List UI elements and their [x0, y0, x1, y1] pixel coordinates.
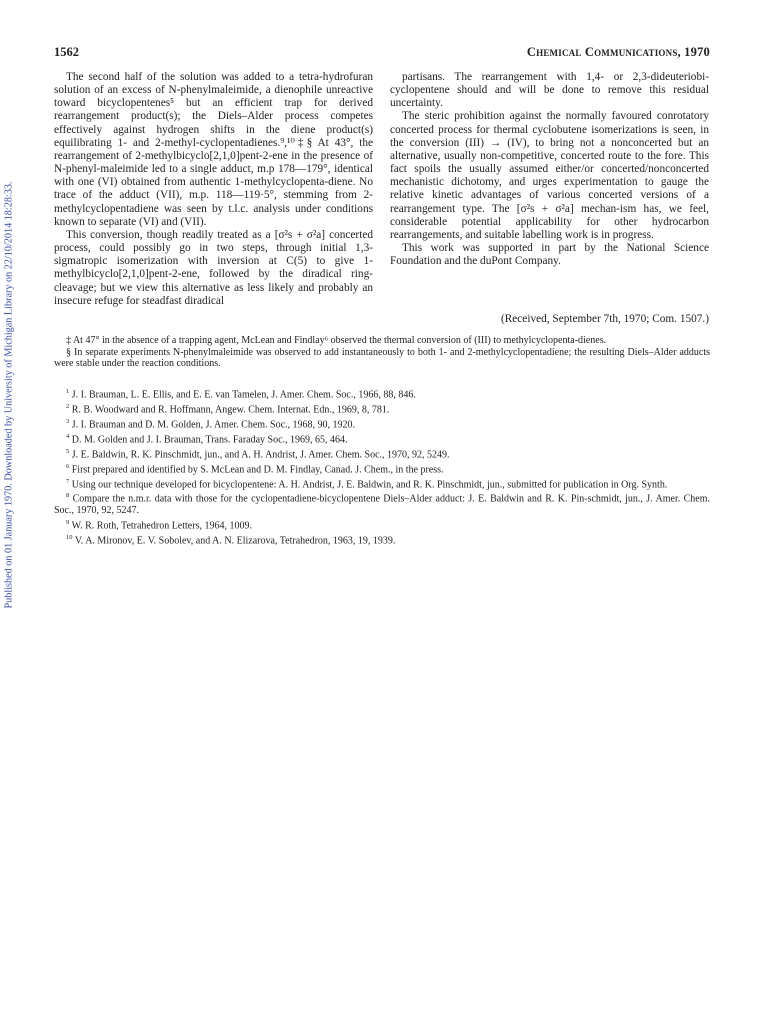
- acknowledgement: This work was supported in part by the National Science Foundation and the duPont Company.: [390, 242, 709, 268]
- reference-number: 1: [66, 388, 70, 395]
- reference: [54, 461, 710, 476]
- reference-list: [54, 386, 710, 547]
- reference: [54, 446, 710, 461]
- download-watermark-text: Published on 01 January 1970. Downloaded by University of Michigan Library on 22/10/2014 18:28:33.: [3, 181, 15, 609]
- reference: [54, 431, 710, 446]
- reference-text: Compare the n.m.r. data with those for the cyclopentadiene-bicyclopentene Diels–Alder adduct: J. E. Baldwin and R. K. Pin-schmidt, jun., J. Amer. Chem. Soc., 1970, 92, 5247.: [54, 493, 710, 517]
- received-date: (Received, September 7th, 1970; Com. 1507.): [500, 313, 709, 325]
- footnotes: [54, 335, 710, 370]
- right-column: [390, 71, 709, 268]
- reference-text: V. A. Mironov, E. V. Sobolev, and A. N. Elizarova, Tetrahedron, 1963, 19, 1939.: [74, 535, 396, 547]
- footnote: ‡ At 47° in the absence of a trapping agent, McLean and Findlay⁶ observed the thermal conversion of (III) to methylcyclopenta-dienes.: [66, 335, 607, 346]
- footnote: § In separate experiments N-phenylmaleimide was observed to add instantaneously to both 1- and 2-methylcyclopentadiene; the resulting Diels–Alder adducts were stable under the reaction conditions.: [54, 346, 710, 370]
- left-column: [54, 71, 373, 308]
- reference: [54, 386, 710, 401]
- paragraph: This conversion, though readily treated as a [σ²s + σ²a] concerted process, could possibly go in two steps, through initial 1,3-sigmatropic isomerization with inversion at C(5) to give 1-methylbicyclo[2,1,0]pent-2-ene, followed by the diradical ring-cleavage; but we view this alternative as less likely and probably an insecure refuge for steadfast diradical: [54, 228, 373, 307]
- reference: [54, 532, 710, 547]
- reference-text: W. R. Roth, Tetrahedron Letters, 1964, 1009.: [71, 520, 252, 532]
- journal-title: Chemical Communications, 1970: [526, 45, 710, 59]
- reference-number: 5: [66, 447, 70, 455]
- reference-number: 2: [66, 402, 70, 410]
- page-number: 1562: [54, 45, 79, 59]
- paragraph: partisans. The rearrangement with 1,4- or 2,3-dideuteriobi-cyclopentene should and will be done to remove this residual uncertainty.: [390, 71, 709, 110]
- reference: [54, 476, 710, 491]
- reference-text: J. I. Brauman, L. E. Ellis, and E. E. van Tamelen, J. Amer. Chem. Soc., 1966, 88, 846.: [71, 389, 416, 401]
- reference-number: 10: [66, 533, 73, 541]
- reference-number: 6: [66, 462, 70, 470]
- reference-text: Using our technique developed for bicyclopentene: A. H. Andrist, J. E. Baldwin, and R. K. Pinschmidt, jun., submitted for publication in Org. Synth.: [71, 478, 668, 490]
- download-watermark: [2, 160, 16, 630]
- paragraph: The steric prohibition against the normally favoured conrotatory concerted process for thermal cyclobutene isomerizations is seen, in the conversion (III) → (IV), to bring not a nonconcerted but an alternative, usually non-competitive, concerted route to the fore. This fact spoils the usually assumed either/or concerted/nonconcerted mechanistic dichotomy, and urges experimentation to gauge the relative kinetic advantages of various concerted versions of a rearrangement type. The [σ²s + σ²a] mechan-ism has, we feel, considerable potential applicability for other hydrocarbon rearrangements, and suitable labelling work is in progress.: [390, 110, 709, 241]
- reference-number: 8: [66, 492, 70, 500]
- reference-text: J. I. Brauman and D. M. Golden, J. Amer. Chem. Soc., 1968, 90, 1920.: [71, 419, 356, 431]
- reference: [54, 517, 710, 532]
- reference-number: 7: [66, 477, 70, 485]
- reference-text: First prepared and identified by S. McLean and D. M. Findlay, Canad. J. Chem., in the press.: [71, 463, 444, 475]
- reference-number: 3: [66, 417, 70, 425]
- reference-text: D. M. Golden and J. I. Brauman, Trans. Faraday Soc., 1969, 65, 464.: [71, 434, 348, 446]
- paragraph: The second half of the solution was added to a tetra-hydrofuran solution of an excess of N-phenylmaleimide, a dienophile unreactive toward bicyclopentenes⁵ but an efficient trap for derived rearrangement product(s); the Diels–Alder process competes effectively against hydrogen shifts in the diene product(s) equilibrating 1- and 2-methyl-cyclopentadienes.⁹,¹⁰‡§ At 43°, the rearrangement of 2-methylbicyclo[2,1,0]pent-2-ene in the presence of N-phenyl-maleimide led to a single adduct, m.p 178—179°, identical with one (VI) obtained from authentic 1-methylcyclopenta-diene. No trace of the adduct (VII), m.p. 118—119·5°, stemming from 2-methylcyclopentadiene was seen by t.l.c. analysis under conditions known to separate (VI) and (VII).: [54, 71, 373, 228]
- page-header: [54, 45, 710, 61]
- reference-text: R. B. Woodward and R. Hoffmann, Angew. Chem. Internat. Edn., 1969, 8, 781.: [71, 404, 390, 416]
- reference: [54, 401, 710, 416]
- reference-number: 4: [66, 432, 70, 440]
- reference: [54, 416, 710, 431]
- reference-text: J. E. Baldwin, R. K. Pinschmidt, jun., and A. H. Andrist, J. Amer. Chem. Soc., 1970, 92, 5249.: [71, 449, 450, 461]
- reference-number: 9: [66, 518, 70, 526]
- reference: [54, 490, 710, 517]
